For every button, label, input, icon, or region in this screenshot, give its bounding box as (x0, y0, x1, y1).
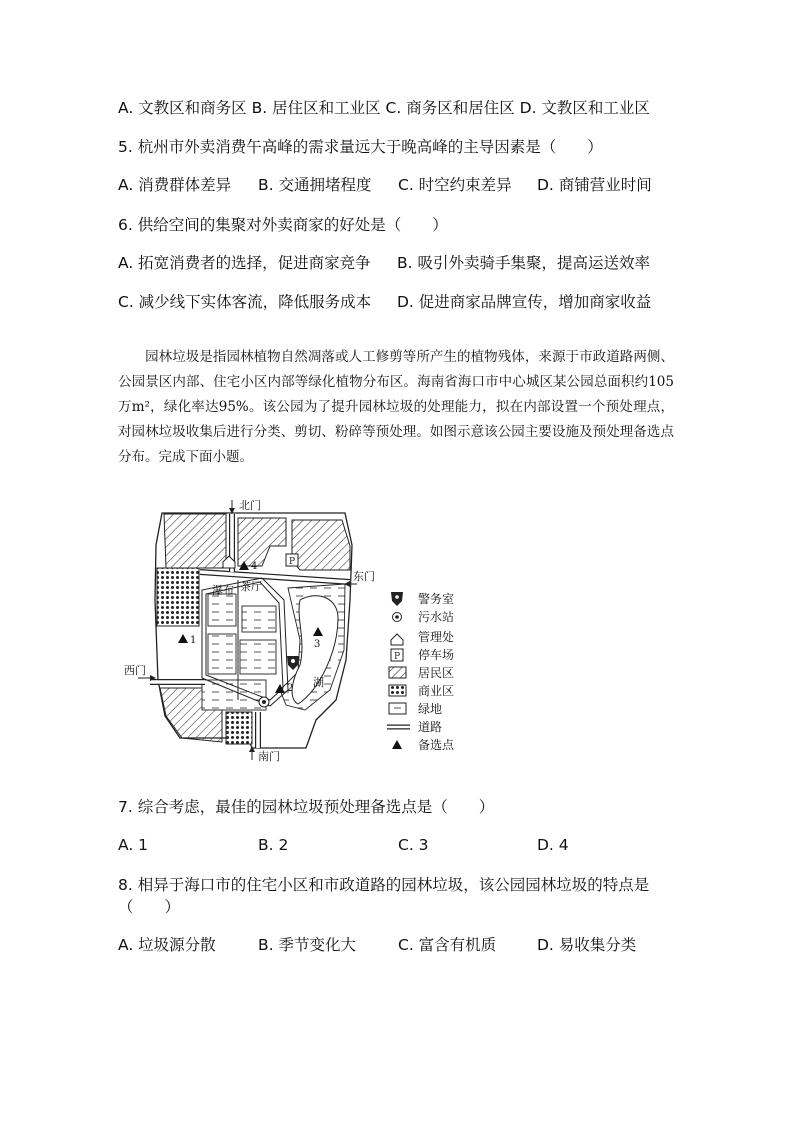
legend-management-icon (391, 634, 403, 645)
teahouse-label: 茶厅 (240, 580, 262, 593)
green-4 (240, 640, 276, 674)
legend-candidate-icon (392, 740, 402, 749)
candidate-point-4-label: 4 (251, 561, 258, 572)
legend-residential-label: 居民区 (418, 666, 455, 680)
q5-option-c[interactable]: C. 时空约束差异 (398, 176, 512, 194)
q5-stem: 5. 杭州市外卖消费午高峰的需求量远大于晚高峰的主导因素是（ ） (118, 138, 603, 156)
residential-ne (292, 520, 350, 570)
q8-option-c[interactable]: C. 富含有机质 (398, 936, 497, 954)
q7-option-b[interactable]: B. 2 (258, 836, 289, 854)
q6-option-b[interactable]: B. 吸引外卖骑手集聚，提高运送效率 (397, 254, 650, 272)
svg-text:P: P (393, 652, 401, 662)
q5-option-b[interactable]: B. 交通拥堵程度 (258, 176, 372, 194)
green-3 (242, 606, 276, 632)
q8-option-b[interactable]: B. 季节变化大 (258, 936, 356, 954)
legend-candidate-label: 备选点 (418, 738, 455, 752)
gate-south-label: 南门 (258, 750, 280, 763)
green-1 (208, 594, 236, 626)
legend-parking-label: 停车场 (418, 648, 455, 662)
legend-sewage-label: 污水站 (418, 610, 455, 624)
q5-option-d[interactable]: D. 商铺营业时间 (537, 176, 652, 194)
q8-option-d[interactable]: D. 易收集分类 (537, 936, 637, 954)
residential-nw (164, 514, 226, 568)
commercial-s (226, 712, 252, 744)
q8-stem-cont: （ ） (118, 898, 181, 916)
q7-option-d[interactable]: D. 4 (537, 836, 569, 854)
q6-option-a[interactable]: A. 拓宽消费者的选择，促进商家竞争 (118, 254, 371, 272)
svg-text:P: P (288, 557, 296, 567)
commercial-w (157, 568, 199, 626)
legend-green-swatch (389, 703, 406, 714)
parking-icon (286, 554, 298, 567)
legend-police-icon (391, 592, 403, 606)
q4-options: A. 文教区和商务区 B. 居住区和工业区 C. 商务区和居住区 D. 文教区和工业区 (118, 99, 650, 117)
q8-option-a[interactable]: A. 垃圾源分散 (118, 936, 216, 954)
legend-police-label: 警务室 (418, 592, 455, 606)
q8-stem: 8. 相异于海口市的住宅小区和市政道路的园林垃圾，该公园园林垃圾的特点是 (118, 876, 650, 894)
passage-text: 园林垃圾是指园林植物自然凋落或人工修剪等所产生的植物残体，来源于市政道路两侧、公园景区内部、住宅小区内部等绿化植物分布区。海南省海口市中心城区某公园总面积约105万m²，绿化率达95%。该公园为了提升园林垃圾的处理能力，拟在内部设置一个预处理点，对园林垃圾收集后进行分类、剪切、粉碎等预处理。如图示意该公园主要设施及预处理备选点分布。完成下面小题。 (118, 349, 674, 465)
gate-north-label: 北门 (239, 499, 261, 512)
legend-road-label: 道路 (418, 720, 443, 734)
q7-stem: 7. 综合考虑，最佳的园林垃圾预处理备选点是（ ） (118, 798, 495, 816)
legend-commercial-label: 商业区 (418, 684, 455, 698)
legend-residential-swatch (389, 667, 406, 678)
map-legend (387, 591, 455, 752)
lake-label: 湖 (313, 676, 324, 689)
gate-east-label: 东门 (353, 570, 375, 583)
green-2 (208, 634, 236, 674)
q7-option-a[interactable]: A. 1 (118, 836, 149, 854)
q6-option-c[interactable]: C. 减少线下实体客流，降低服务成本 (118, 293, 372, 311)
legend-management-label: 管理处 (418, 630, 455, 644)
candidate-point-2-label: 2 (287, 683, 294, 694)
legend-commercial-swatch (389, 685, 406, 696)
candidate-point-1-label: 1 (190, 635, 197, 646)
q7-option-c[interactable]: C. 3 (398, 836, 429, 854)
q5-option-a[interactable]: A. 消费群体差异 (118, 176, 232, 194)
legend-green-label: 绿地 (418, 702, 443, 716)
waterfall-label: 瀑布 (212, 584, 234, 597)
q6-stem: 6. 供给空间的集聚对外卖商家的好处是（ ） (118, 216, 448, 234)
candidate-point-3-label: 3 (314, 639, 321, 650)
gate-west-label: 西门 (124, 664, 146, 677)
q6-option-d[interactable]: D. 促进商家品牌宣传，增加商家收益 (397, 293, 652, 311)
sewage-station-icon (259, 697, 269, 707)
